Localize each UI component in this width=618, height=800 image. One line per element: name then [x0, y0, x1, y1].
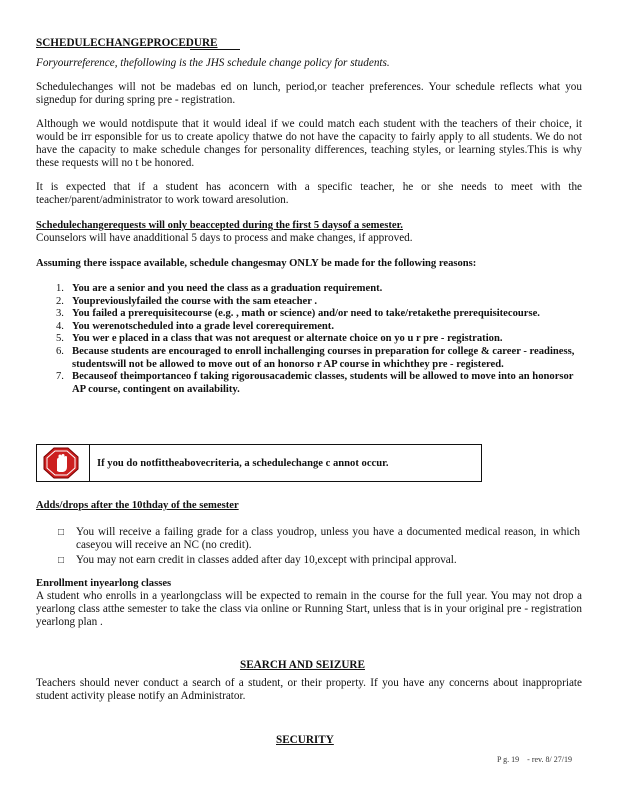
item-text: You werenotscheduled into a grade level corerequirement.	[72, 320, 334, 332]
list-item	[56, 371, 582, 396]
criteria-warning-box	[36, 444, 482, 482]
schedule-change-procedure-title: SCHEDULECHANGEPROCEDURE	[36, 37, 218, 49]
item-text: Because students are encouraged to enroll inchallenging courses in preparation for college & career - readiness, studentswill not be allowed to move out of an honorso r AP course in whichthey pre - registered.	[72, 345, 575, 370]
paragraph-preferences: Schedulechanges will not be madebas ed on lunch, period,or teacher preferences. Your schedule reflects what you signedup for during spring pre - registration.	[36, 81, 582, 106]
item-text: You are a senior and you need the class as a graduation requirement.	[72, 283, 383, 294]
enrollment-text: A student who enrolls in a yearlongclass will be expected to remain in the course for the full year. You may not drop a yearlong class atthe semester to take the class via online or Running Start, unless that is in your original pre - registration yearlong plan .	[36, 590, 582, 628]
assuming-statement: Assuming there isspace available, schedule changesmay ONLY be made for the following reasons:	[36, 258, 477, 269]
item-text: Youpreviouslyfailed the course with the sam eteacher .	[72, 295, 318, 307]
adds-drops-heading: Adds/drops after the 10thday of the semester	[36, 500, 239, 511]
item-number: 3.	[56, 308, 64, 320]
revision-date: - rev. 8/ 27/19	[527, 755, 572, 764]
list-item	[56, 333, 582, 346]
criteria-warning-text: If you do notfittheabovecriteria, a schedulechange c annot occur.	[97, 458, 389, 469]
bullet-text: You may not earn credit in classes added after day 10,except with principal approval.	[76, 554, 457, 566]
item-text: You failed a prerequisitecourse (e.g. , math or science) and/or need to take/retakethe prerequisitecourse.	[72, 308, 540, 320]
list-item	[56, 283, 582, 296]
stop-sign-hand-icon	[43, 447, 79, 479]
policy-intro: Foryourreference, thefollowing is the JHS schedule change policy for students.	[36, 57, 390, 69]
item-number: 7.	[56, 371, 64, 383]
title-rule	[190, 49, 240, 50]
item-number: 4.	[56, 320, 64, 332]
search-seizure-title: SEARCH AND SEIZURE	[240, 659, 365, 671]
reasons-list	[56, 283, 582, 396]
adds-drops-list	[58, 526, 580, 567]
bullet-icon: □	[58, 555, 65, 566]
enrollment-heading: Enrollment inyearlong classes	[36, 578, 172, 589]
list-item	[56, 296, 582, 309]
page-footer	[497, 753, 572, 766]
list-item	[56, 308, 582, 321]
item-number: 6.	[56, 345, 64, 357]
list-item	[56, 321, 582, 334]
item-text: You wer e placed in a class that was not arequest or alternate choice on yo u r pre - registration.	[72, 333, 503, 345]
item-text: Becauseof theimportanceo f taking rigorousacademic classes, students will be allowed to move into an honorsor AP course, contingent on availability.	[72, 371, 574, 395]
list-item	[58, 526, 580, 552]
requests-heading: Schedulechangerequests will only beaccepted during the first 5 daysof a semester.	[36, 220, 403, 231]
requests-text: Counselors will have anadditional 5 days to process and make changes, if approved.	[36, 232, 413, 244]
item-number: 1.	[56, 283, 64, 294]
item-number: 5.	[56, 333, 64, 345]
bullet-icon: □	[58, 527, 65, 538]
list-item	[56, 346, 582, 371]
paragraph-capacity: Although we would notdispute that it would ideal if we could match each student with the teachers of their choice, it would be irr esponsible for us to create apolicy thatwe do not have the capacity to fairly apply to all students. We do not have the capacity to make schedule changes for personality differences, teaching styles, or learning styles.This is why these requests will no t be honored.	[36, 118, 582, 169]
paragraph-concern: It is expected that if a student has aconcern with a specific teacher, he or she needs to meet with the teacher/parent/administrator to work toward aresolution.	[36, 181, 582, 206]
list-item	[58, 554, 580, 567]
item-number: 2.	[56, 295, 64, 307]
security-title: SECURITY	[276, 734, 334, 746]
page-number: P g. 19	[497, 755, 520, 764]
bullet-text: You will receive a failing grade for a class youdrop, unless you have a documented medical reason, in which caseyou will receive an NC (no credit).	[76, 526, 580, 551]
box-divider	[89, 445, 90, 481]
search-seizure-text: Teachers should never conduct a search of a student, or their property. If you have any concerns about inappropriate student activity please notify an Administrator.	[36, 677, 582, 702]
